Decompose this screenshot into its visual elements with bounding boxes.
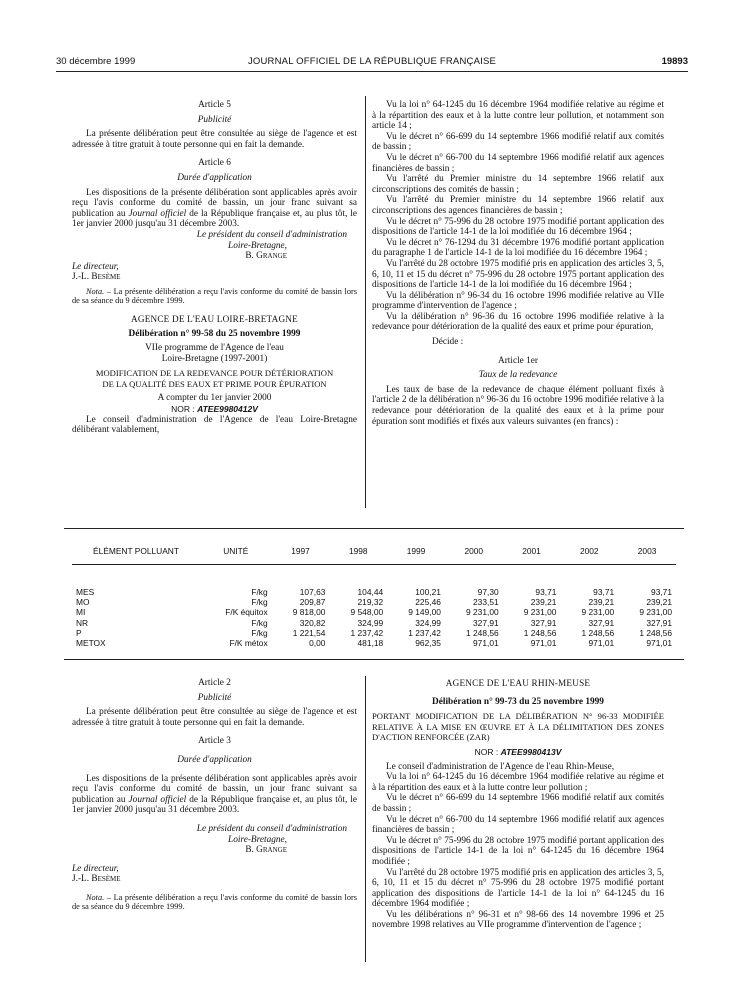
signature-president: Le président du conseil d'administration bbox=[196, 229, 347, 240]
value-cell: 97,30 bbox=[477, 587, 499, 597]
unit-cell: F/kg bbox=[251, 617, 268, 628]
signature-director: Le directeur, bbox=[72, 261, 119, 272]
signature-region: Loire-Bretagne, bbox=[228, 834, 287, 845]
value-cell: 9 818,00 bbox=[292, 607, 326, 618]
article-1-text: Les taux de base de la redevance de chaque élément polluant fixés à l'article 2 de la délibération n° 96-36 du 16 octobre 1996 modifiée relative à la redevance pour détérioration de la qualité des eaux et à la prime pour épuration sont modifiés et fixés aux valeurs suivantes (en francs) : bbox=[372, 384, 664, 427]
nota: Nota. – La présente délibération a reçu l'avis conforme du comité de bassin lors de sa séance du 9 décembre 1999. bbox=[72, 286, 357, 306]
pollutant-cell: MI bbox=[76, 607, 86, 618]
value-cell: 971,01 bbox=[588, 638, 615, 649]
visa-1: Vu la loi n° 64-1245 du 16 décembre 1964 modifiée relative au régime et à la répartition des eaux et à la lutte contre leur pollution, et notamment son article 14 ; bbox=[372, 100, 664, 132]
value-cell: 324,99 bbox=[415, 617, 441, 628]
article-3-subheading: Durée d'application bbox=[177, 754, 252, 765]
modification-line-2: DE LA QUALITÉ DES EAUX ET PRIME POUR ÉPURATION bbox=[102, 378, 327, 389]
value-cell: 239,21 bbox=[530, 597, 557, 608]
table-header-row bbox=[72, 538, 676, 565]
rates-table bbox=[72, 538, 676, 648]
signature-president-name: B. Grange bbox=[245, 251, 287, 262]
visa-3: Vu le décret n° 66-700 du 14 septembre 1966 modifié relatif aux agences financières de bassin ; bbox=[372, 152, 664, 174]
article-5-text: La présente délibération peut être consultée au siège de l'agence et est adressée à titre gratuit à toute personne qui en fait la demande. bbox=[72, 129, 357, 150]
value-cell: 239,21 bbox=[646, 597, 672, 608]
table-row bbox=[72, 618, 676, 628]
value-cell: 1 237,42 bbox=[408, 627, 441, 638]
value-cell: 9 231,00 bbox=[581, 607, 615, 618]
value-cell: 320,82 bbox=[299, 617, 326, 628]
header-page-number: 19893 bbox=[661, 56, 688, 67]
header-rule bbox=[56, 71, 688, 72]
value-cell: 324,99 bbox=[357, 617, 384, 628]
value-cell: 9 231,00 bbox=[466, 607, 499, 618]
signature-region: Loire-Bretagne, bbox=[228, 240, 287, 251]
pollutant-cell: NR bbox=[76, 617, 89, 628]
article-6-text: Les dispositions de la présente délibération sont applicables après avoir reçu l'avis conforme du comité de bassin, un jour franc suivant sa publication au Journal officiel de la République française et, au plus tôt, le 1er janvier 2000 jusqu'au 31 décembre 2003. bbox=[72, 187, 358, 230]
table-row bbox=[72, 607, 676, 617]
col-header: ÉLÉMENT POLLUANT bbox=[72, 538, 200, 565]
value-cell: 1 248,56 bbox=[581, 627, 615, 638]
pollutant-cell: MES bbox=[76, 587, 95, 597]
right-bottom-column bbox=[372, 678, 664, 931]
value-cell: 971,01 bbox=[473, 638, 499, 649]
col-header: 2003 bbox=[618, 538, 676, 565]
article-6-subheading: Durée d'application bbox=[177, 172, 252, 183]
col-header: 2000 bbox=[445, 538, 503, 565]
col-header: 1997 bbox=[272, 538, 330, 565]
value-cell: 93,71 bbox=[651, 587, 672, 597]
nor-reference: NOR : ATEE9980413V bbox=[474, 746, 562, 757]
signature-president-name: B. Grange bbox=[245, 845, 287, 856]
value-cell: 219,32 bbox=[357, 597, 384, 608]
pollutant-cell: MO bbox=[76, 597, 90, 608]
conseil-text: Le conseil d'administration de l'Agence de l'eau Loire-Bretagne délibérant valablement, bbox=[72, 414, 357, 436]
column-divider-top bbox=[365, 96, 366, 508]
table-row bbox=[72, 638, 676, 648]
pollutant-cell: METOX bbox=[76, 638, 106, 649]
value-cell: 971,01 bbox=[646, 638, 672, 649]
value-cell: 481,18 bbox=[357, 638, 384, 649]
signature-director-name: J.-L. Besème bbox=[72, 874, 121, 885]
column-divider-bottom bbox=[365, 676, 366, 962]
visa-2: Vu le décret n° 66-699 du 14 septembre 1966 modifié relatif aux comités de bassin ; bbox=[372, 131, 664, 153]
value-cell: 209,87 bbox=[299, 597, 326, 608]
article-6-heading: Article 6 bbox=[198, 158, 231, 169]
value-cell: 327,91 bbox=[530, 617, 557, 628]
visa-7: Vu le décret n° 76-1294 du 31 décembre 1976 modifié portant application du paragraphe 1 de l'article 14-1 de la loi modifiée du 16 décembre 1964 ; bbox=[372, 237, 664, 259]
programme-line-2: Loire-Bretagne (1997-2001) bbox=[161, 353, 268, 364]
col-header: 2002 bbox=[560, 538, 618, 565]
value-cell: 93,71 bbox=[535, 587, 557, 597]
deliberation-title: Délibération n° 99-58 du 25 novembre 1999 bbox=[128, 328, 301, 339]
value-cell: 225,46 bbox=[415, 597, 441, 608]
col-header: 1999 bbox=[387, 538, 445, 565]
value-cell: 9 548,00 bbox=[350, 607, 384, 618]
header-journal-title: JOURNAL OFFICIEL DE LA RÉPUBLIQUE FRANÇAISE bbox=[247, 56, 497, 67]
unit-cell: F/K métox bbox=[229, 638, 268, 649]
visa-1: Vu la loi n° 64-1245 du 16 décembre 1964 modifiée relative au régime et à la répartition des eaux et à la lutte contre leur pollution ; bbox=[372, 772, 664, 793]
visa-6: Vu le décret n° 75-996 du 28 octobre 1975 modifié portant application des dispositions de l'article 14-1 de la loi modifiée du 16 décembre 1964 ; bbox=[372, 216, 664, 238]
unit-cell: F/kg bbox=[251, 627, 268, 638]
visa-10: Vu la délibération n° 96-36 du 16 octobre 1996 modifiée relative à la redevance pour détérioration de la qualité des eaux et prime pour épuration, bbox=[372, 311, 664, 333]
visa-4: Vu l'arrêté du Premier ministre du 14 septembre 1966 relatif aux circonscriptions des comités de bassin ; bbox=[372, 174, 664, 195]
value-cell: 327,91 bbox=[646, 617, 672, 628]
article-1-subheading: Taux de la redevance bbox=[478, 370, 558, 381]
unit-cell: F/K équitox bbox=[225, 607, 268, 618]
value-cell: 0,00 bbox=[309, 638, 326, 649]
unit-cell: F/kg bbox=[251, 587, 268, 597]
signature-president: Le président du conseil d'administration bbox=[196, 823, 347, 834]
col-header: 1998 bbox=[329, 538, 387, 565]
visa-3: Vu le décret n° 66-700 du 14 septembre 1966 modifié relatif aux agences financières de bassin ; bbox=[372, 814, 664, 836]
value-cell: 1 237,42 bbox=[350, 627, 384, 638]
right-top-column bbox=[372, 100, 664, 427]
article-3-text: Les dispositions de la présente délibération sont applicables après avoir reçu l'avis conforme du comité de bassin, un jour franc suivant sa publication au Journal officiel de la République française et, au plus tôt, le 1er janvier 2000 jusqu'au 31 décembre 2003. bbox=[72, 773, 358, 816]
table-row bbox=[72, 628, 676, 638]
value-cell: 327,91 bbox=[588, 617, 615, 628]
value-cell: 1 248,56 bbox=[639, 627, 672, 638]
value-cell: 9 231,00 bbox=[639, 607, 672, 618]
nota: Nota. – La présente délibération a reçu l'avis conforme du comité de bassin lors de sa séance du 9 décembre 1999. bbox=[72, 892, 357, 912]
value-cell: 93,71 bbox=[593, 587, 615, 597]
left-bottom-column bbox=[72, 678, 357, 912]
visa-8: Vu l'arrêté du 28 octobre 1975 modifié pris en application des articles 3, 5, 6, 10, 11 et 15 du décret n° 75-996 du 28 octobre 1975 portant application des dispositions de l'article 14-1 de la loi modifiée du 16 décembre 1964 ; bbox=[372, 258, 664, 291]
visa-9: Vu la délibération n° 96-34 du 16 octobre 1996 modifiée relative au VIIe programme d'intervention de l'agence ; bbox=[372, 290, 664, 312]
header-date: 30 décembre 1999 bbox=[56, 56, 136, 67]
col-header: 2001 bbox=[503, 538, 561, 565]
decide-line: Décide : bbox=[432, 337, 464, 348]
value-cell: 327,91 bbox=[473, 617, 499, 628]
value-cell: 971,01 bbox=[530, 638, 557, 649]
page-header bbox=[56, 56, 688, 70]
value-cell: 100,21 bbox=[415, 587, 441, 597]
value-cell: 1 248,56 bbox=[466, 627, 499, 638]
value-cell: 9 149,00 bbox=[408, 607, 441, 618]
modification-line-1: MODIFICATION DE LA REDEVANCE POUR DÉTÉRIORATION bbox=[95, 368, 334, 379]
signature-director-name: J.-L. Besème bbox=[72, 272, 121, 283]
article-5-heading: Article 5 bbox=[198, 100, 231, 110]
value-cell: 107,63 bbox=[299, 587, 326, 597]
table-row bbox=[72, 597, 676, 607]
article-1-heading: Article 1er bbox=[497, 355, 538, 366]
col-header: UNITÉ bbox=[200, 538, 272, 565]
value-cell: 9 231,00 bbox=[523, 607, 557, 618]
table-row bbox=[72, 565, 676, 598]
article-2-heading: Article 2 bbox=[198, 678, 231, 688]
visa-4: Vu le décret n° 75-996 du 28 octobre 1975 modifié portant application des dispositions de l'article 14-1 de la loi n° 64-1245 du 16 décembre 1964 modifiée ; bbox=[372, 835, 664, 867]
agency-heading: AGENCE DE L'EAU LOIRE-BRETAGNE bbox=[131, 313, 298, 324]
value-cell: 233,51 bbox=[473, 597, 499, 608]
article-3-heading: Article 3 bbox=[198, 736, 231, 747]
effective-date: A compter du 1er janvier 2000 bbox=[157, 393, 272, 404]
article-2-text: La présente délibération peut être consultée au siège de l'agence et est adressée à titre gratuit à toute personne qui en fait la demande. bbox=[72, 707, 357, 728]
visa-5: Vu l'arrêté du Premier ministre du 14 septembre 1966 relatif aux circonscriptions des agences financières de bassin ; bbox=[372, 195, 664, 216]
value-cell: 1 248,56 bbox=[523, 627, 557, 638]
visa-6: Vu les délibérations n° 96-31 et n° 98-66 des 14 novembre 1996 et 25 novembre 1998 relatives au VIIe programme d'intervention de l'agence ; bbox=[372, 909, 664, 931]
signature-director: Le directeur, bbox=[72, 863, 119, 874]
conseil-text: Le conseil d'administration de l'Agence de l'eau Rhin-Meuse, bbox=[386, 761, 615, 772]
agency-heading: AGENCE DE L'EAU RHIN-MEUSE bbox=[445, 678, 591, 688]
visa-5: Vu l'arrêté du 28 octobre 1975 modifié pris en application des articles 3, 5, 6, 10, 11 et 15 du décret n° 75-996 du 28 octobre 1975 modifié portant application des dispositions de l'article 14-1 de la loi n° 64-1245 du 16 décembre 1964 modifiée ; bbox=[372, 867, 664, 910]
value-cell: 962,35 bbox=[415, 638, 441, 649]
pollutant-cell: P bbox=[76, 627, 82, 638]
value-cell: 104,44 bbox=[357, 587, 384, 597]
nor-reference: NOR : ATEE9980412V bbox=[171, 404, 258, 415]
value-cell: 239,21 bbox=[588, 597, 615, 608]
article-2-subheading: Publicité bbox=[197, 692, 232, 703]
left-top-column bbox=[72, 100, 357, 436]
modification-title: PORTANT MODIFICATION DE LA DÉLIBÉRATION N° 96-33 MODIFIÉE RELATIVE À LA MISE EN ŒUVRE ET À LA DÉLIMITATION DES ZONES D'ACTION RENFORCÉE (ZAR) bbox=[372, 711, 664, 743]
deliberation-title: Délibération n° 99-73 du 25 novembre 1999 bbox=[432, 696, 604, 707]
article-5-subheading: Publicité bbox=[197, 114, 232, 125]
unit-cell: F/kg bbox=[251, 597, 268, 608]
programme-line-1: VIIe programme de l'Agence de l'eau bbox=[145, 343, 284, 354]
visa-2: Vu le décret n° 66-699 du 14 septembre 1966 modifié relatif aux comités de bassin ; bbox=[372, 793, 664, 814]
value-cell: 1 221,54 bbox=[292, 627, 326, 638]
